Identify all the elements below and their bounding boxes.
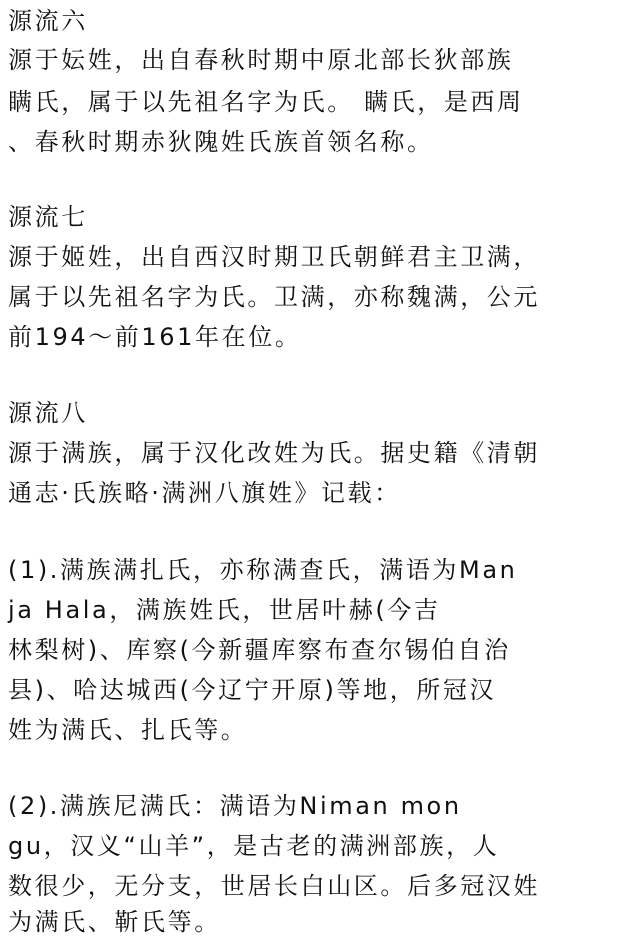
section-heading-7: 源流七: [8, 203, 88, 231]
section-heading-6: 源流六: [8, 7, 88, 35]
paragraph-line: gu，汉义“山羊”，是古老的满洲部族，人: [8, 832, 500, 860]
paragraph-line: (2).满族尼满氏：满语为Niman mon: [8, 792, 462, 820]
paragraph-line: 通志·氏族略·满洲八旗姓》记载：: [8, 479, 401, 507]
paragraph-line: 林梨树)、库察(今新疆库察布查尔锡伯自治: [8, 636, 511, 664]
paragraph-line: 源于妘姓，出自春秋时期中原北部长狄部族: [8, 46, 514, 74]
paragraph-line: 瞒氏，属于以先祖名字为氏。 瞒氏，是西周: [8, 88, 524, 116]
paragraph-line: 属于以先祖名字为氏。卫满，亦称魏满，公元: [8, 283, 540, 311]
paragraph-line: 姓为满氏、扎氏等。: [8, 716, 248, 744]
paragraph-line: 、春秋时期赤狄隗姓氏族首领名称。: [8, 128, 434, 156]
paragraph-line: 前194～前161年在位。: [8, 323, 302, 351]
section-heading-8: 源流八: [8, 399, 88, 427]
paragraph-line: (1).满族满扎氏，亦称满查氏，满语为Man: [8, 556, 518, 584]
paragraph-line: 为满氏、靳氏等。: [8, 908, 221, 936]
paragraph-line: 县)、哈达城西(今辽宁开原)等地，所冠汉: [8, 676, 497, 704]
paragraph-line: 源于满族，属于汉化改姓为氏。据史籍《清朝: [8, 439, 540, 467]
paragraph-line: 数很少，无分支，世居长白山区。后多冠汉姓: [8, 872, 540, 900]
paragraph-line: 源于姬姓，出自西汉时期卫氏朝鲜君主卫满，: [8, 243, 540, 271]
paragraph-line: ja Hala，满族姓氏，世居叶赫(今吉: [8, 596, 441, 624]
